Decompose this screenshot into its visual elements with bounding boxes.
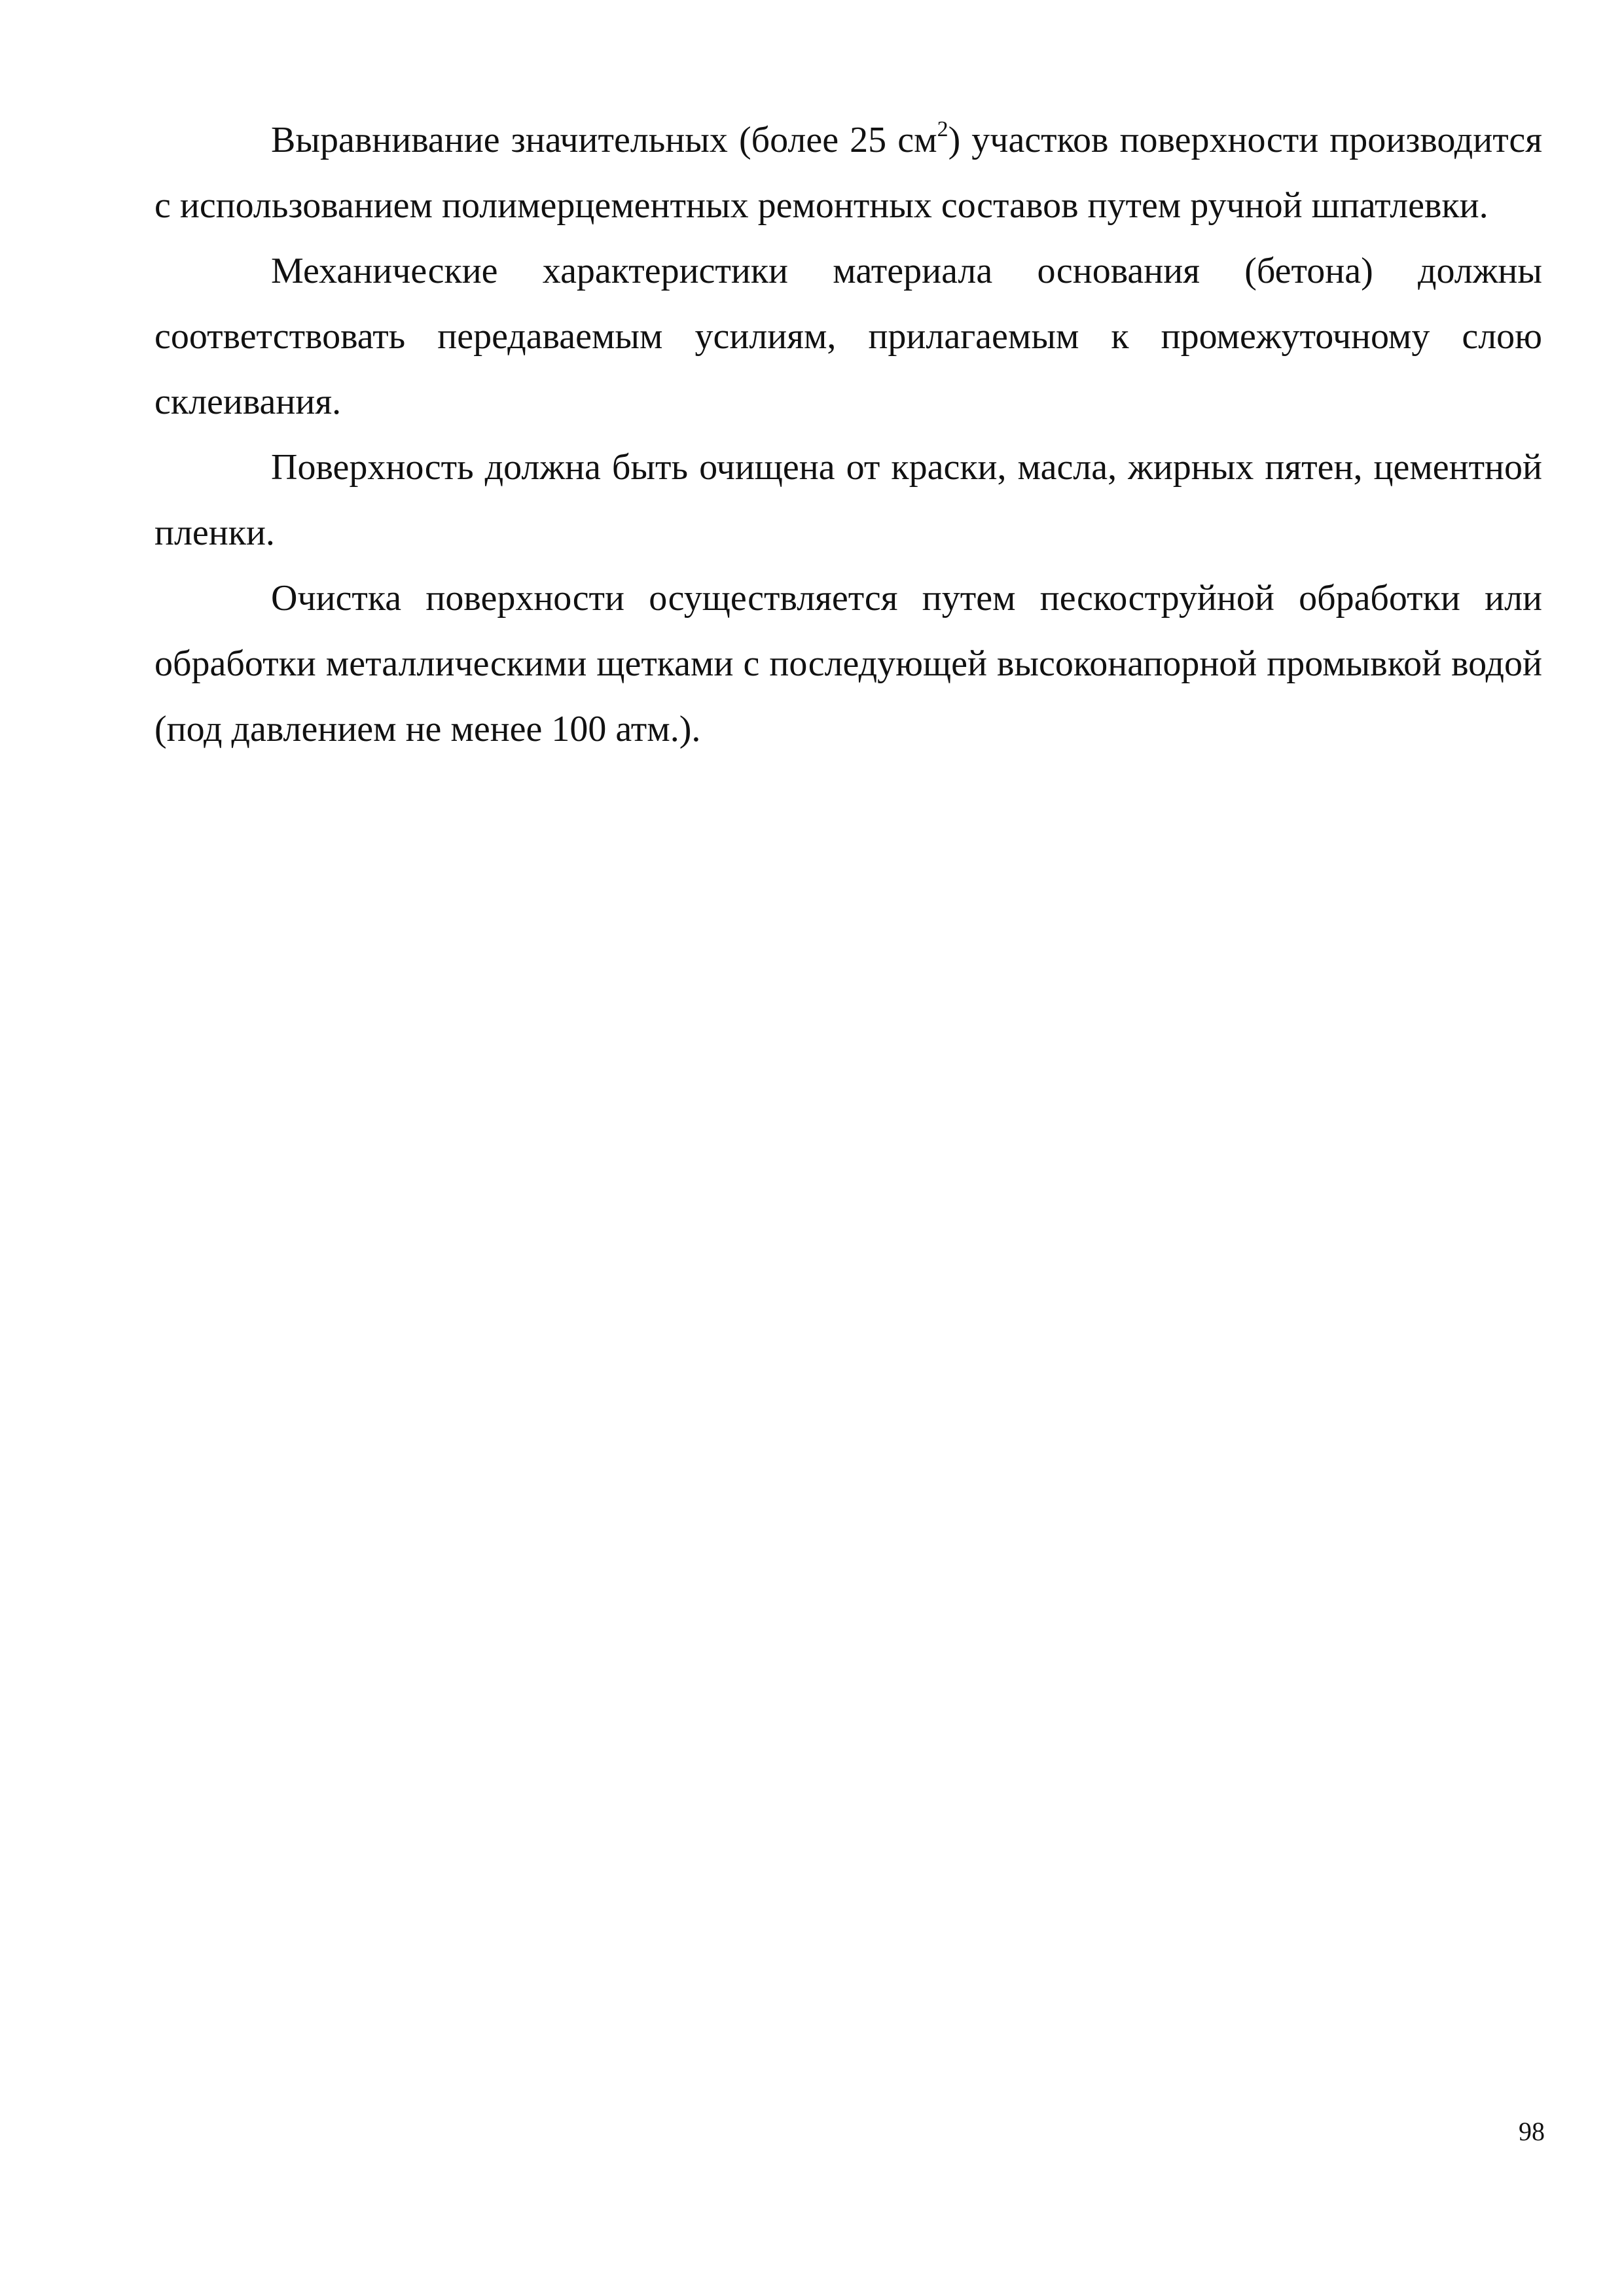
page-number: 98 — [1519, 2117, 1545, 2146]
paragraph-base-material: Механические характеристики материала основания (бетона) должны соответствовать передаваемым усилиям, прилагаемым к промежуточному слою склеивания. — [154, 251, 1542, 422]
paragraph-text: ) участков поверхности производится с использованием полимерцементных ремонтных составов путем ручной шпатлевки. — [154, 120, 1542, 226]
paragraph-cleaning-method: Очистка поверхности осуществляется путем пескоструйной обработки или обработки металлическими щетками с последующей высоконапорной промывкой водой (под давлением не менее 100 атм.). — [154, 578, 1542, 749]
paragraph-surface-leveling — [154, 107, 1542, 238]
paragraph-text: Выравнивание значительных (более 25 см — [271, 120, 937, 160]
superscript-square-unit: 2 — [937, 117, 948, 141]
body-text — [154, 107, 1542, 762]
paragraph-surface-cleaning: Поверхность должна быть очищена от краски, масла, жирных пятен, цементной пленки. — [154, 447, 1542, 553]
